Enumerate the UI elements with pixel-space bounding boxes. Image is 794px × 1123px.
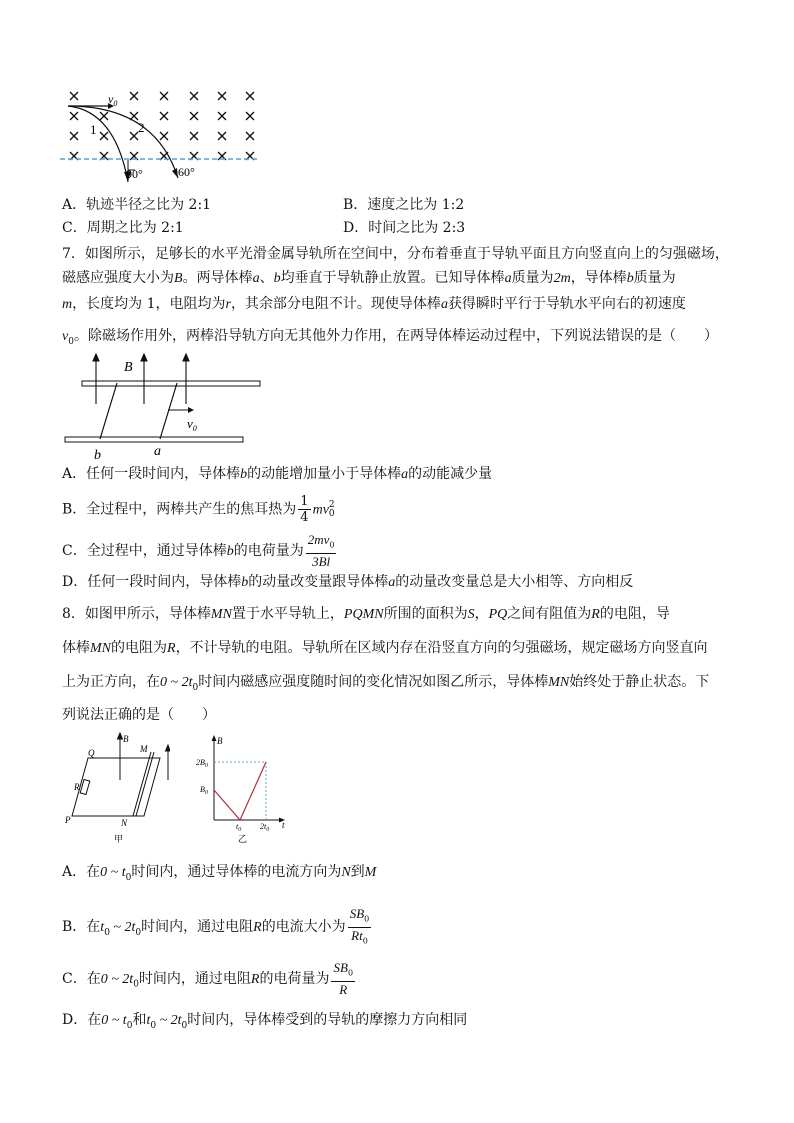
rod-a — [160, 383, 177, 439]
q7-stem-line1: 7．如图所示，足够长的水平光滑金属导轨所在空间中，分布着垂直于导轨平面且方向竖直向上的匀强磁场， — [62, 246, 729, 262]
tick-t0: $t_0$ — [236, 822, 242, 833]
b-vs-t-curve — [214, 762, 266, 820]
label-n: N — [121, 818, 128, 828]
q8-stem-line2: 体棒MN的电阻为R，不计导轨的电阻。导轨所在区域内存在沿竖直方向的匀强磁场，规定磁场方向竖直向 — [62, 640, 708, 656]
v0-label: $v_0$ — [108, 92, 118, 108]
v0-label: $v_0$ — [187, 416, 197, 433]
tick-b0: $B_0$ — [200, 785, 208, 796]
q6-option-c: C．周期之比为 2:1 — [62, 220, 184, 236]
axis-b-label: B — [217, 736, 223, 746]
trajectory-2-label: 2 — [138, 120, 145, 135]
trajectory-2 — [68, 106, 178, 178]
q8-stem-line1: 8．如图甲所示，导体棒MN置于水平导轨上，PQMN所围的面积为S，PQ之间有阻值为R的电阻，导 — [62, 606, 670, 622]
q8-option-c: C．在0 ~ $2t_0$时间内，通过电阻R的电荷量为 $\frac{SB_0}{R}$ — [62, 960, 354, 997]
q8-stem-line3: 上为正方向，在0 ~ $2t_0$时间内磁感应强度随时间的变化情况如图乙所示，导体棒MN始终处于静止状态。下 — [62, 674, 710, 693]
q8-option-a: A．在0 ~ $t_0$时间内，通过导体棒的电流方向为N到M — [62, 864, 377, 883]
q7-option-a: A．任何一段时间内，导体棒b的动能增加量小于导体棒a的动能减少量 — [62, 466, 493, 482]
caption-yi: 乙 — [238, 834, 248, 844]
label-b: B — [123, 734, 129, 744]
q6-option-a: A．轨迹半径之比为 2:1 — [62, 197, 212, 213]
caption-jia: 甲 — [114, 834, 124, 844]
two-rods-rail-figure — [60, 352, 270, 462]
label-q: Q — [88, 748, 95, 758]
rod-b — [100, 383, 117, 439]
angle-90-label: 90° — [126, 167, 143, 181]
label-m: M — [140, 744, 148, 754]
q8-option-b: B．在$t_0$ ~ $2t_0$时间内，通过电阻R的电流大小为 $\frac{SB_0}{Rt_0}$ — [62, 906, 370, 946]
q7-option-d: D．任何一段时间内，导体棒b的动量改变量跟导体棒a的动量改变量总是大小相等、方向相反 — [62, 574, 634, 590]
b-field-label: B — [124, 360, 133, 375]
rod-a-label: a — [154, 444, 161, 459]
tick-2b0: $2B_0$ — [196, 758, 208, 769]
q7-stem-line3: m，长度均为 1，电阻均为r，其余部分电阻不计。现使导体棒a获得瞬时平行于导轨水平向右的初速度 — [62, 296, 686, 312]
figure-yi-graph — [196, 732, 296, 844]
q7-option-b: B．全过程中，两棒共产生的焦耳热为 $\frac{1}{4}$ mv 2 0 — [62, 494, 335, 525]
q8-option-d: D．在0 ~ $t_0$和$t_0$ ~ $2t_0$时间内，导体棒受到的导轨的摩擦力方向相同 — [62, 1012, 468, 1031]
q7-stem-line4: $v_0$。除磁场作用外，两棒沿导轨方向无其他外力作用，在两导体棒运动过程中，下列说法错误的是（ ） — [62, 328, 718, 347]
tick-2t0: $2t_0$ — [260, 822, 270, 833]
angle-60-label: 60° — [178, 165, 195, 179]
trajectory-1 — [68, 106, 128, 182]
label-p: P — [65, 815, 71, 825]
field-crosses — [70, 92, 254, 160]
axis-t-label: t — [282, 820, 285, 830]
figure-jia-circuit — [60, 732, 170, 844]
rod-b-label: b — [94, 448, 101, 462]
q6-option-b: B．速度之比为 1:2 — [343, 197, 465, 213]
q8-stem-line4: 列说法正确的是（ ） — [62, 707, 216, 723]
q7-option-c: C．全过程中，通过导体棒b的电荷量为 $\frac{2mv_0}{3Bl}$ — [62, 532, 335, 569]
magnetic-field-trajectory-figure — [60, 86, 270, 186]
q7-stem-line2: 磁感应强度大小为B。两导体棒a、b均垂直于导轨静止放置。已知导体棒a质量为2m，导体棒b质量为 — [62, 270, 676, 286]
q6-option-d: D．时间之比为 2:3 — [343, 220, 466, 236]
trajectory-1-label: 1 — [90, 122, 97, 137]
label-r: R — [74, 782, 80, 792]
